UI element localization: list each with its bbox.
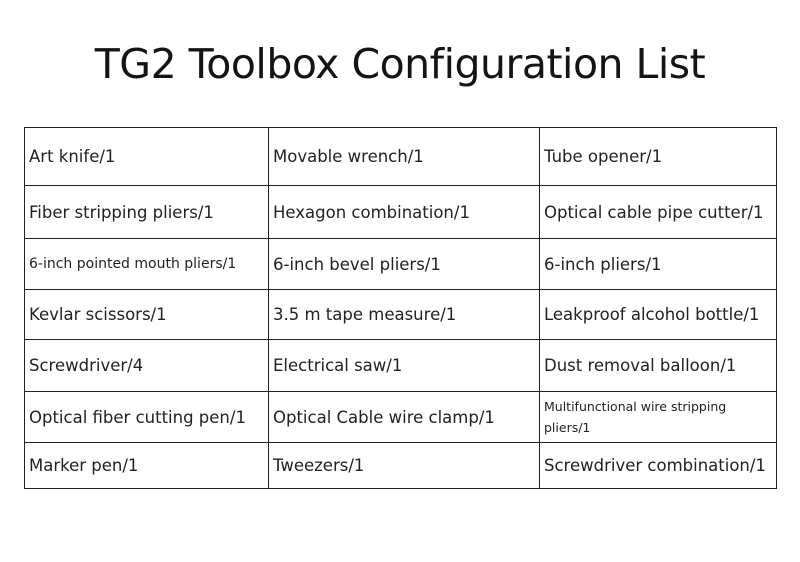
table-cell: 6-inch pliers/1 xyxy=(540,239,777,290)
table-cell: 3.5 m tape measure/1 xyxy=(269,290,540,340)
table-cell: Leakproof alcohol bottle/1 xyxy=(540,290,777,340)
table-cell: Tube opener/1 xyxy=(540,128,777,186)
table-cell: Screwdriver/4 xyxy=(25,340,269,392)
table-cell: Multifunctional wire stripping pliers/1 xyxy=(540,392,777,443)
table-cell: Optical Cable wire clamp/1 xyxy=(269,392,540,443)
table-row xyxy=(25,128,777,186)
table-row xyxy=(25,443,777,489)
table-cell: Hexagon combination/1 xyxy=(269,186,540,239)
table-cell: Electrical saw/1 xyxy=(269,340,540,392)
table-cell: Art knife/1 xyxy=(25,128,269,186)
table-cell: Fiber stripping pliers/1 xyxy=(25,186,269,239)
table-cell: Optical fiber cutting pen/1 xyxy=(25,392,269,443)
table-row xyxy=(25,392,777,443)
table-row xyxy=(25,340,777,392)
table-row xyxy=(25,239,777,290)
table-cell: Optical cable pipe cutter/1 xyxy=(540,186,777,239)
table-row xyxy=(25,186,777,239)
table-cell: 6-inch pointed mouth pliers/1 xyxy=(25,239,269,290)
page-title: TG2 Toolbox Configuration List xyxy=(94,40,706,88)
table-cell: 6-inch bevel pliers/1 xyxy=(269,239,540,290)
table-cell: Movable wrench/1 xyxy=(269,128,540,186)
table-cell: Dust removal balloon/1 xyxy=(540,340,777,392)
table-row xyxy=(25,290,777,340)
configuration-table xyxy=(24,127,777,489)
table-cell: Marker pen/1 xyxy=(25,443,269,489)
table-cell: Screwdriver combination/1 xyxy=(540,443,777,489)
table-cell: Tweezers/1 xyxy=(269,443,540,489)
table-cell: Kevlar scissors/1 xyxy=(25,290,269,340)
